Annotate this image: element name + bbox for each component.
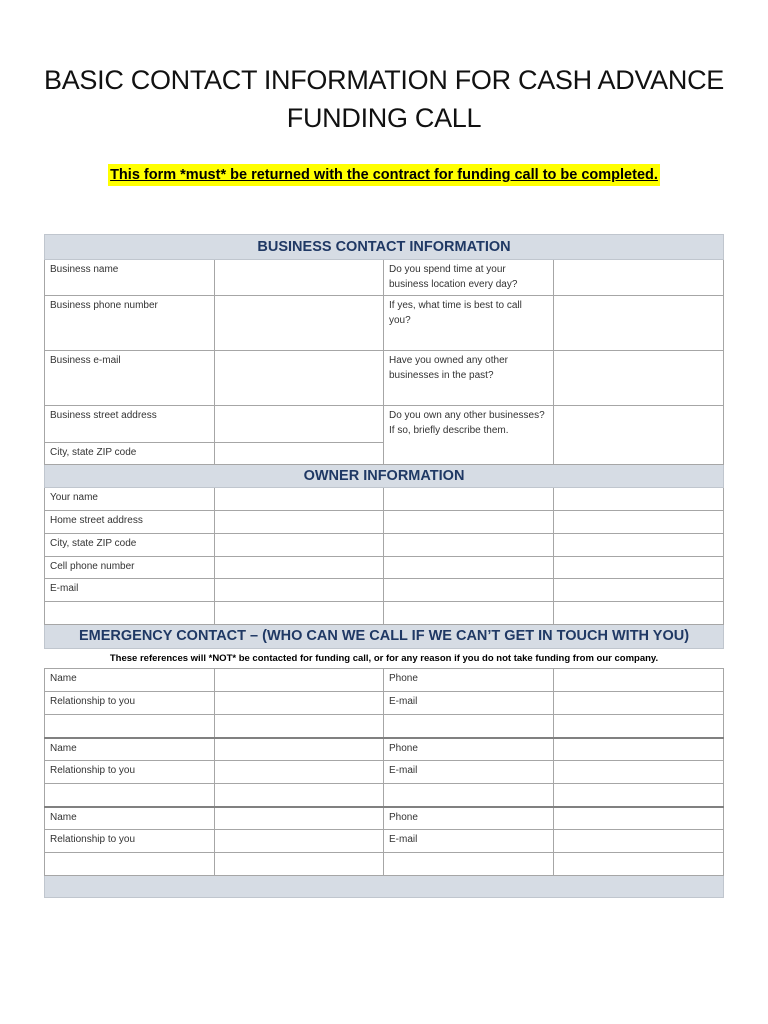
contact-blank-cell[interactable] <box>384 715 554 738</box>
contact-email-field[interactable] <box>554 692 724 715</box>
owner-field[interactable] <box>215 602 384 625</box>
owner-field[interactable] <box>215 579 384 602</box>
owner-field[interactable] <box>384 488 554 511</box>
contact-name-field[interactable] <box>215 669 384 692</box>
owner-section-heading: OWNER INFORMATION <box>45 465 724 488</box>
contact-blank-cell[interactable] <box>554 784 724 807</box>
contact-relationship-label: Relationship to you <box>45 761 215 784</box>
business-city-label: City, state ZIP code <box>45 443 215 465</box>
contact-name-label: Name <box>45 669 215 692</box>
contact-email-label: E-mail <box>384 830 554 853</box>
business-phone-field[interactable] <box>215 296 384 351</box>
answer-best-call-time-field[interactable] <box>554 296 724 351</box>
owner-blank-cell[interactable] <box>45 602 215 625</box>
contact-relationship-field[interactable] <box>215 830 384 853</box>
question-line: If so, briefly describe them. <box>389 425 509 436</box>
contact-email-label: E-mail <box>384 692 554 715</box>
emergency-section-heading: EMERGENCY CONTACT – (WHO CAN WE CALL IF WE CAN’T GET IN TOUCH WITH YOU) <box>45 625 724 649</box>
contact-email-field[interactable] <box>554 761 724 784</box>
business-name-field[interactable] <box>215 260 384 296</box>
owner-field[interactable] <box>554 534 724 557</box>
title-line-1: BASIC CONTACT INFORMATION FOR CASH ADVANCE <box>44 65 724 95</box>
owner-field[interactable] <box>384 602 554 625</box>
contact-email-field[interactable] <box>554 830 724 853</box>
contact-phone-field[interactable] <box>554 738 724 761</box>
owner-field[interactable] <box>554 602 724 625</box>
contact-phone-field[interactable] <box>554 807 724 830</box>
question-daily-presence <box>384 260 554 296</box>
answer-other-businesses-cont[interactable] <box>554 443 724 465</box>
question-line: If yes, what time is best to call <box>389 300 522 311</box>
contact-email-label: E-mail <box>384 761 554 784</box>
emergency-note: These references will *NOT* be contacted for funding call, or for any reason if you do not take funding from our company. <box>109 653 659 664</box>
business-city-field[interactable] <box>215 443 384 465</box>
business-street-label: Business street address <box>45 406 215 443</box>
business-email-label: Business e-mail <box>45 351 215 406</box>
business-email-field[interactable] <box>215 351 384 406</box>
contact-blank-cell[interactable] <box>554 853 724 876</box>
owner-field[interactable] <box>554 557 724 579</box>
question-past-businesses <box>384 351 554 406</box>
owner-field[interactable] <box>384 579 554 602</box>
question-best-call-time <box>384 296 554 351</box>
owner-field[interactable] <box>384 534 554 557</box>
contact-blank-cell[interactable] <box>215 784 384 807</box>
question-line: Have you owned any other <box>389 355 508 366</box>
owner-field[interactable] <box>215 488 384 511</box>
contact-relationship-label: Relationship to you <box>45 692 215 715</box>
question-line: Do you spend time at your <box>389 264 506 275</box>
notice-container <box>0 164 768 186</box>
contact-relationship-field[interactable] <box>215 761 384 784</box>
question-line: Do you own any other businesses? <box>389 410 545 421</box>
contact-phone-label: Phone <box>384 807 554 830</box>
contact-form-table <box>44 234 724 898</box>
return-notice: This form *must* be returned with the contract for funding call to be completed. <box>108 164 660 186</box>
contact-blank-cell[interactable] <box>45 784 215 807</box>
owner-city-label: City, state ZIP code <box>45 534 215 557</box>
answer-daily-presence-field[interactable] <box>554 260 724 296</box>
business-section-heading: BUSINESS CONTACT INFORMATION <box>45 235 724 260</box>
question-other-businesses <box>384 406 554 443</box>
contact-blank-cell[interactable] <box>45 715 215 738</box>
owner-home-address-label: Home street address <box>45 511 215 534</box>
question-other-businesses-cont <box>384 443 554 465</box>
contact-blank-cell[interactable] <box>215 853 384 876</box>
owner-name-label: Your name <box>45 488 215 511</box>
owner-email-label: E-mail <box>45 579 215 602</box>
contact-name-label: Name <box>45 738 215 761</box>
contact-phone-label: Phone <box>384 669 554 692</box>
contact-blank-cell[interactable] <box>554 715 724 738</box>
question-line: business location every day? <box>389 279 518 290</box>
contact-blank-cell[interactable] <box>384 784 554 807</box>
contact-name-label: Name <box>45 807 215 830</box>
form-footer-bar <box>45 876 724 898</box>
owner-field[interactable] <box>215 557 384 579</box>
question-line: businesses in the past? <box>389 370 494 381</box>
contact-blank-cell[interactable] <box>45 853 215 876</box>
business-name-label: Business name <box>45 260 215 296</box>
contact-relationship-field[interactable] <box>215 692 384 715</box>
contact-blank-cell[interactable] <box>384 853 554 876</box>
owner-field[interactable] <box>215 511 384 534</box>
business-phone-label: Business phone number <box>45 296 215 351</box>
answer-past-businesses-field[interactable] <box>554 351 724 406</box>
answer-other-businesses-field[interactable] <box>554 406 724 443</box>
owner-field[interactable] <box>554 579 724 602</box>
title-line-2: FUNDING CALL <box>286 103 482 133</box>
contact-name-field[interactable] <box>215 738 384 761</box>
contact-blank-cell[interactable] <box>215 715 384 738</box>
question-line: you? <box>389 315 411 326</box>
contact-name-field[interactable] <box>215 807 384 830</box>
contact-phone-label: Phone <box>384 738 554 761</box>
page-title <box>40 61 728 137</box>
owner-field[interactable] <box>384 511 554 534</box>
owner-field[interactable] <box>215 534 384 557</box>
owner-field[interactable] <box>554 488 724 511</box>
business-street-field[interactable] <box>215 406 384 443</box>
owner-cell-phone-label: Cell phone number <box>45 557 215 579</box>
contact-relationship-label: Relationship to you <box>45 830 215 853</box>
contact-phone-field[interactable] <box>554 669 724 692</box>
owner-field[interactable] <box>384 557 554 579</box>
owner-field[interactable] <box>554 511 724 534</box>
